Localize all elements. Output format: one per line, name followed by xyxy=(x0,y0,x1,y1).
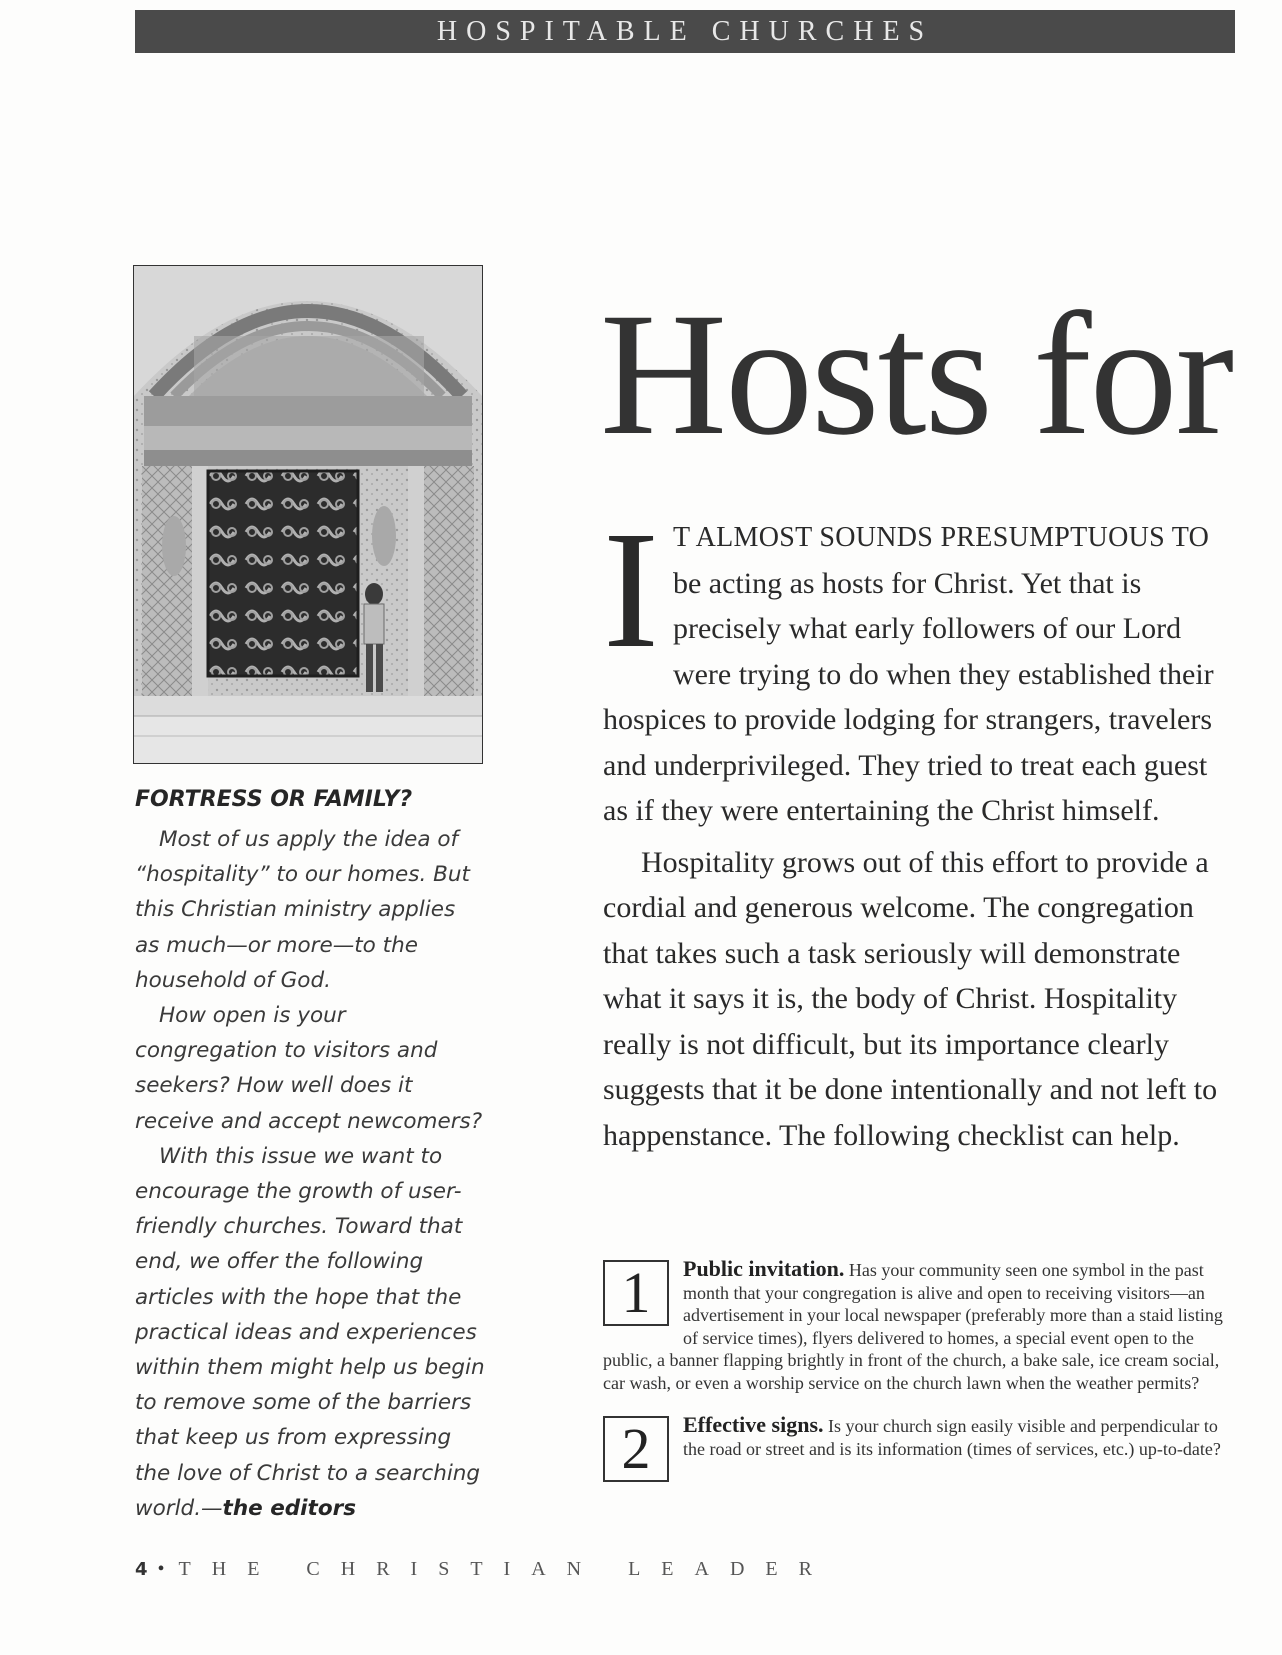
article-headline: Hosts for xyxy=(600,277,1233,472)
intro-lead-in: T ALMOST SOUNDS PRESUMPTUOUS TO xyxy=(672,522,1210,553)
sidebar-paragraph: How open is your congregation to visitors and seekers? How well does it receive and accept newcomers? xyxy=(135,1003,483,1134)
intro-paragraph xyxy=(603,497,1233,834)
page-footer xyxy=(135,1558,833,1581)
sidebar-paragraph xyxy=(135,1139,485,1526)
sidebar-editorial xyxy=(135,786,485,1526)
drop-cap: I xyxy=(603,497,659,683)
checklist-number: 1 xyxy=(603,1260,669,1326)
checklist-number: 2 xyxy=(603,1416,669,1482)
section-banner xyxy=(135,10,1235,53)
church-door-illustration xyxy=(134,266,482,763)
intro-paragraph-text: be acting as hosts for Christ. Yet that is precisely what early followers of our Lord were trying to do when they established their hospices to provide lodging for strangers, travelers and underprivileged. They tried to treat each guest as if they were entertaining the Christ himself. xyxy=(603,566,1214,827)
sidebar-signoff: the editors xyxy=(222,1495,356,1521)
sidebar-paragraph-text: With this issue we want to encourage the growth of user-friendly churches. Toward that end, we offer the following articles with the hope that the practical ideas and experiences within them might help us begin to remove some of the barriers that keep us from expressing the love of Christ to a searching world.— xyxy=(135,1143,485,1521)
sidebar-paragraph: Most of us apply the idea of “hospitality” to our homes. But this Christian ministry applies as much—or more—to the household of God. xyxy=(135,827,470,993)
footer-separator: • xyxy=(157,1558,165,1580)
article-intro xyxy=(603,497,1233,1158)
checklist-text: Has your community seen one symbol in the past month that your congregation is alive and open to receiving visitors—an advertisement in your local newspaper (preferably more than a staid listing of service times), flyers delivered to homes, a special event open to the public, a banner flapping brightly in front of the church, a bake sale, ice cream social, car wash, or even a worship service on the church lawn when the weather permits? xyxy=(603,1260,1223,1393)
checklist xyxy=(603,1258,1231,1506)
sidebar-heading: FORTRESS OR FAMILY? xyxy=(135,787,413,812)
checklist-text: Is your church sign easily visible and perpendicular to the road or street and is its information (times of services, etc.) up-to-date? xyxy=(683,1416,1221,1459)
checklist-title: Public invitation. xyxy=(683,1258,845,1281)
intro-paragraph: Hospitality grows out of this effort to provide a cordial and generous welcome. The congregation that takes such a task seriously will demonstrate what it says it is, the body of Christ. Hospitality really is not difficult, but its importance clearly suggests that it be done intentionally and not left to happenstance. The following checklist can help. xyxy=(603,845,1218,1152)
section-title: HOSPITABLE CHURCHES xyxy=(436,15,934,47)
page-number: 4 xyxy=(135,1559,148,1580)
checklist-title: Effective signs. xyxy=(683,1414,824,1437)
checklist-item xyxy=(603,1414,1231,1486)
publication-name: THE CHRISTIAN LEADER xyxy=(178,1558,833,1580)
church-door-photo xyxy=(133,265,483,764)
checklist-item xyxy=(603,1258,1231,1394)
